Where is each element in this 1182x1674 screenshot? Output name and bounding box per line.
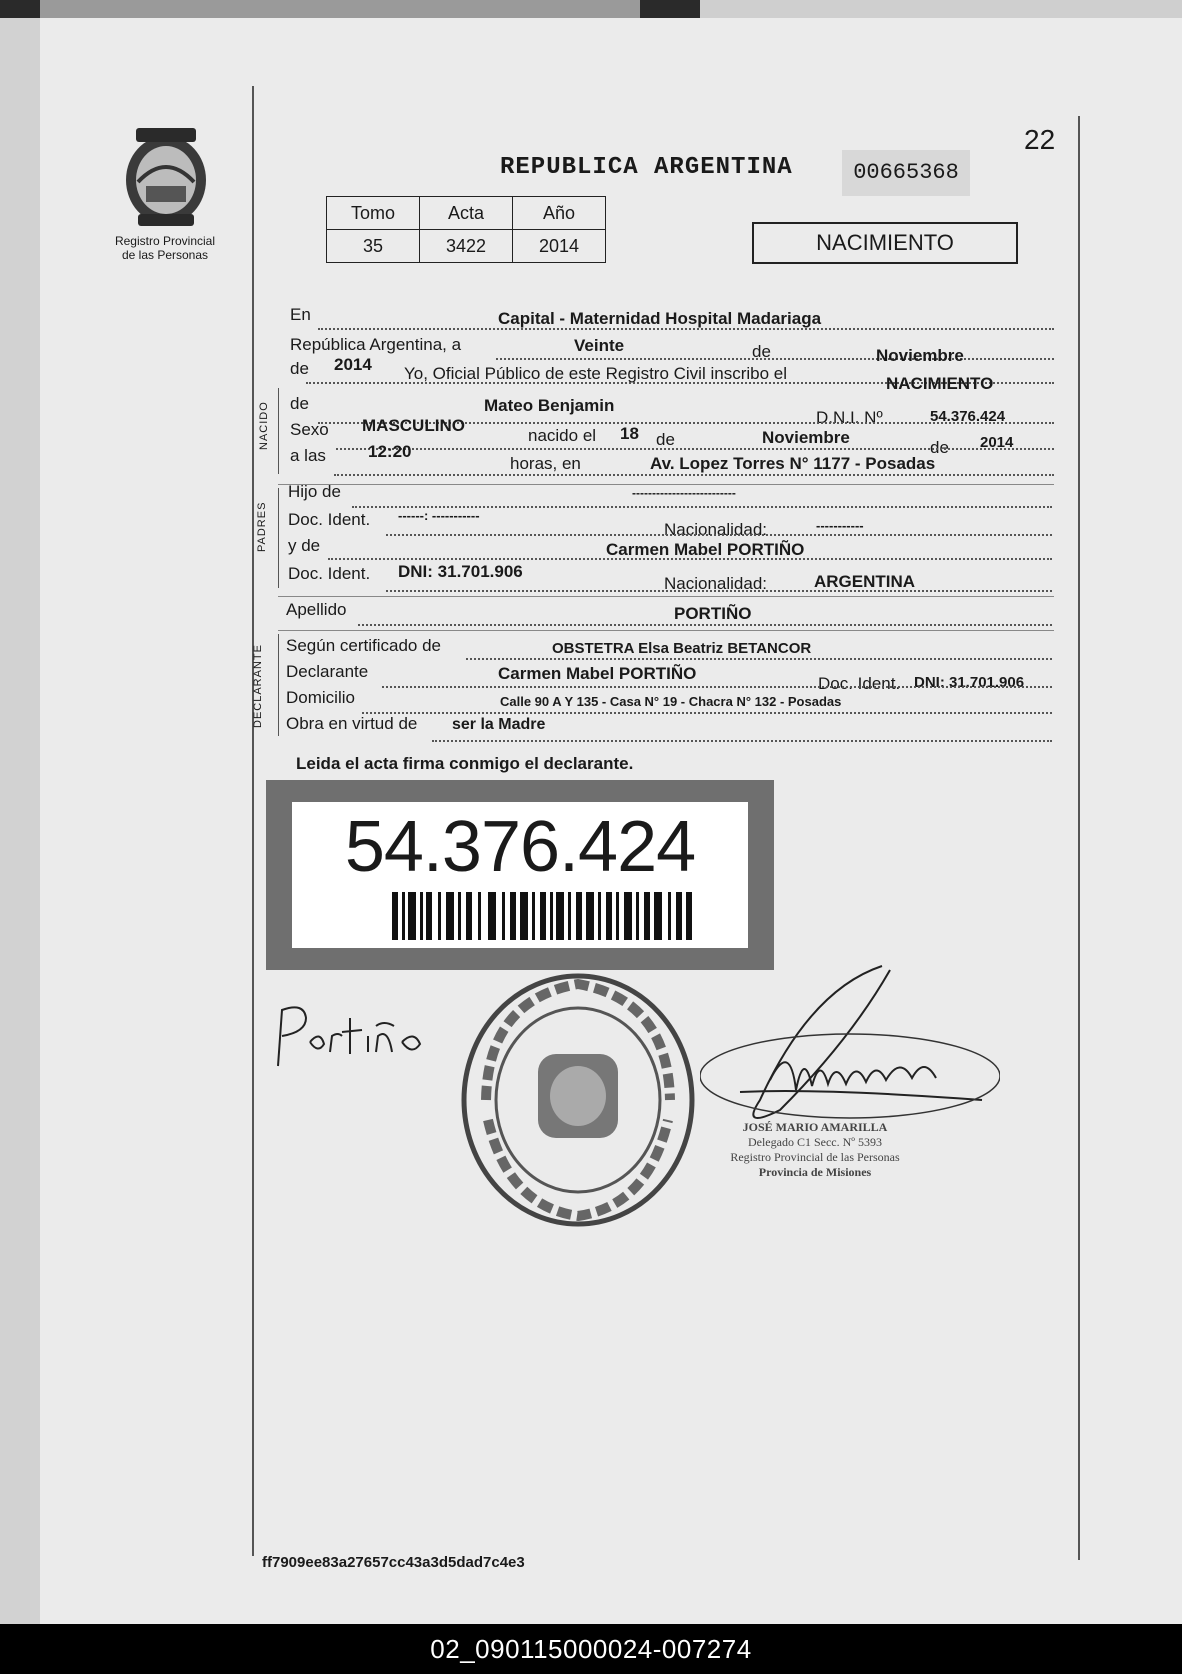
- label-nac-de-anio: de: [930, 438, 949, 457]
- value-apellido: PORTIÑO: [674, 604, 752, 623]
- section-label-padres: PADRES: [256, 501, 268, 552]
- label-yo-oficial: Yo, Oficial Público de este Registro Civil inscribo el: [404, 364, 787, 383]
- value-padre-nac: -----------: [816, 518, 864, 533]
- value-mes: Noviembre: [876, 346, 964, 365]
- value-madre: Carmen Mabel PORTIÑO: [606, 540, 805, 559]
- section-bar-padres: [278, 488, 279, 588]
- right-margin-line: [1078, 116, 1080, 1560]
- label-nacionalidad-madre: Nacionalidad:: [664, 574, 768, 593]
- label-nacionalidad-padre: Nacionalidad:: [664, 520, 768, 539]
- value-padre: --------------------------: [632, 486, 736, 500]
- dots-sexo: [336, 448, 1054, 450]
- value-declarante-doc: DNI: 31.701.906: [914, 674, 1025, 691]
- official-name: JOSÉ MARIO AMARILLA: [742, 1120, 888, 1134]
- registry-table: [326, 196, 606, 263]
- label-de-nombre: de: [290, 394, 309, 413]
- section-label-nacido: NACIDO: [258, 401, 270, 450]
- dni-number-sticker: [266, 780, 774, 970]
- dots-doc-padre: [386, 534, 1052, 536]
- value-hora: 12:20: [368, 442, 412, 461]
- value-declarante: Carmen Mabel PORTIÑO: [498, 664, 697, 683]
- registry-header-acta: Acta: [420, 197, 513, 230]
- dots-hora: [334, 474, 1054, 476]
- label-de-anio: de: [290, 359, 309, 378]
- value-lugar: Capital - Maternidad Hospital Madariaga: [498, 309, 822, 328]
- label-de-mes: de: [752, 342, 771, 361]
- value-obra: ser la Madre: [452, 716, 546, 733]
- registry-value-anio: 2014: [513, 230, 606, 263]
- dni-sticker-inner: [292, 802, 748, 948]
- label-republica: República Argentina, a: [290, 335, 462, 354]
- label-nac-de-mes: de: [656, 430, 675, 449]
- label-en: En: [290, 305, 311, 324]
- official-registry-stamp: [458, 970, 698, 1230]
- act-type-box: NACIMIENTO: [752, 222, 1018, 264]
- label-obra-en-virtud: Obra en virtud de: [286, 714, 418, 733]
- dni-sticker-number: 54.376.424: [344, 807, 696, 887]
- label-y-de: y de: [288, 536, 321, 555]
- value-nombre: Mateo Benjamin: [484, 396, 615, 415]
- label-doc-ident-padre: Doc. Ident.: [288, 510, 371, 529]
- label-nacido-el: nacido el: [528, 426, 597, 445]
- value-madre-nac: ARGENTINA: [814, 572, 916, 591]
- section-bar-nacido: [278, 388, 279, 474]
- official-province: Provincia de Misiones: [758, 1165, 872, 1179]
- registry-header-anio: Año: [513, 197, 606, 230]
- value-nac-mes: Noviembre: [762, 428, 850, 447]
- page-edge-shadow: [0, 18, 40, 1624]
- value-acto: NACIMIENTO: [886, 374, 994, 393]
- value-nac-dia: 18: [620, 424, 639, 443]
- value-padre-doc: ------: -----------: [398, 508, 480, 523]
- dots-apellido: [358, 624, 1052, 626]
- section-bar-declarante: [278, 634, 279, 736]
- label-a-las: a las: [290, 446, 326, 465]
- scan-footer-id: 02_090115000024-007274: [0, 1624, 1182, 1674]
- serial-number: 00665368: [842, 150, 970, 196]
- official-position: Delegado C1 Secc. Nº 5393: [747, 1135, 883, 1149]
- dots-obra: [432, 740, 1052, 742]
- section-label-declarante: DECLARANTE: [252, 644, 264, 728]
- dots-doc-madre: [386, 590, 1052, 592]
- logo-caption-line-1: Registro Provincial: [114, 234, 216, 248]
- document-hash: ff7909ee83a27657cc43a3d5dad7c4e3: [262, 1554, 525, 1571]
- value-certificado: OBSTETRA Elsa Beatriz BETANCOR: [552, 640, 812, 657]
- logo-caption: [96, 234, 234, 262]
- registry-header-tomo: Tomo: [327, 197, 420, 230]
- dots-certificado: [466, 658, 1052, 660]
- registry-value-tomo: 35: [327, 230, 420, 263]
- label-doc-ident-declarante: Doc. Ident.: [818, 674, 901, 693]
- barcode-icon: [392, 892, 692, 940]
- value-domicilio: Calle 90 A Y 135 - Casa N° 19 - Chacra N° 132 - Posadas: [500, 694, 842, 709]
- handwritten-signature-portino: [270, 996, 450, 1076]
- separator-nacido-padres: [278, 484, 1054, 485]
- label-declarante: Declarante: [286, 662, 369, 681]
- page-number: 22: [1024, 124, 1056, 155]
- dots-y-de: [328, 558, 1052, 560]
- official-signature-block: [690, 1120, 940, 1180]
- document-title: REPUBLICA ARGENTINA: [500, 154, 793, 181]
- dots-declarante: [382, 686, 1052, 688]
- label-doc-ident-madre: Doc. Ident.: [288, 564, 371, 583]
- separator-padres-apellido: [278, 596, 1054, 597]
- misiones-province-seal-icon: [116, 122, 216, 232]
- left-margin-line: [252, 86, 254, 1556]
- label-domicilio: Domicilio: [286, 688, 355, 707]
- official-institution: Registro Provincial de las Personas: [730, 1150, 900, 1164]
- value-sexo: MASCULINO: [362, 416, 465, 435]
- label-horas-en: horas, en: [510, 454, 581, 473]
- label-apellido: Apellido: [286, 600, 347, 619]
- dots-republica: [496, 358, 1054, 360]
- label-segun-certificado: Según certificado de: [286, 636, 441, 655]
- value-nac-anio: 2014: [980, 434, 1014, 451]
- label-sexo: Sexo: [290, 420, 329, 439]
- label-dni: D.N.I. Nº: [816, 408, 883, 427]
- value-direccion: Av. Lopez Torres N° 1177 - Posadas: [650, 454, 936, 473]
- dots-domicilio: [362, 712, 1052, 714]
- value-dia: Veinte: [574, 336, 625, 355]
- label-hijo-de: Hijo de: [288, 482, 341, 501]
- separator-apellido-declarante: [278, 630, 1054, 631]
- closing-statement: Leida el acta firma conmigo el declarante.: [296, 754, 634, 773]
- registry-value-acta: 3422: [420, 230, 513, 263]
- value-anio: 2014: [334, 355, 372, 374]
- value-dni: 54.376.424: [930, 408, 1006, 425]
- logo-caption-line-2: de las Personas: [121, 248, 209, 262]
- value-madre-doc: DNI: 31.701.906: [398, 562, 523, 581]
